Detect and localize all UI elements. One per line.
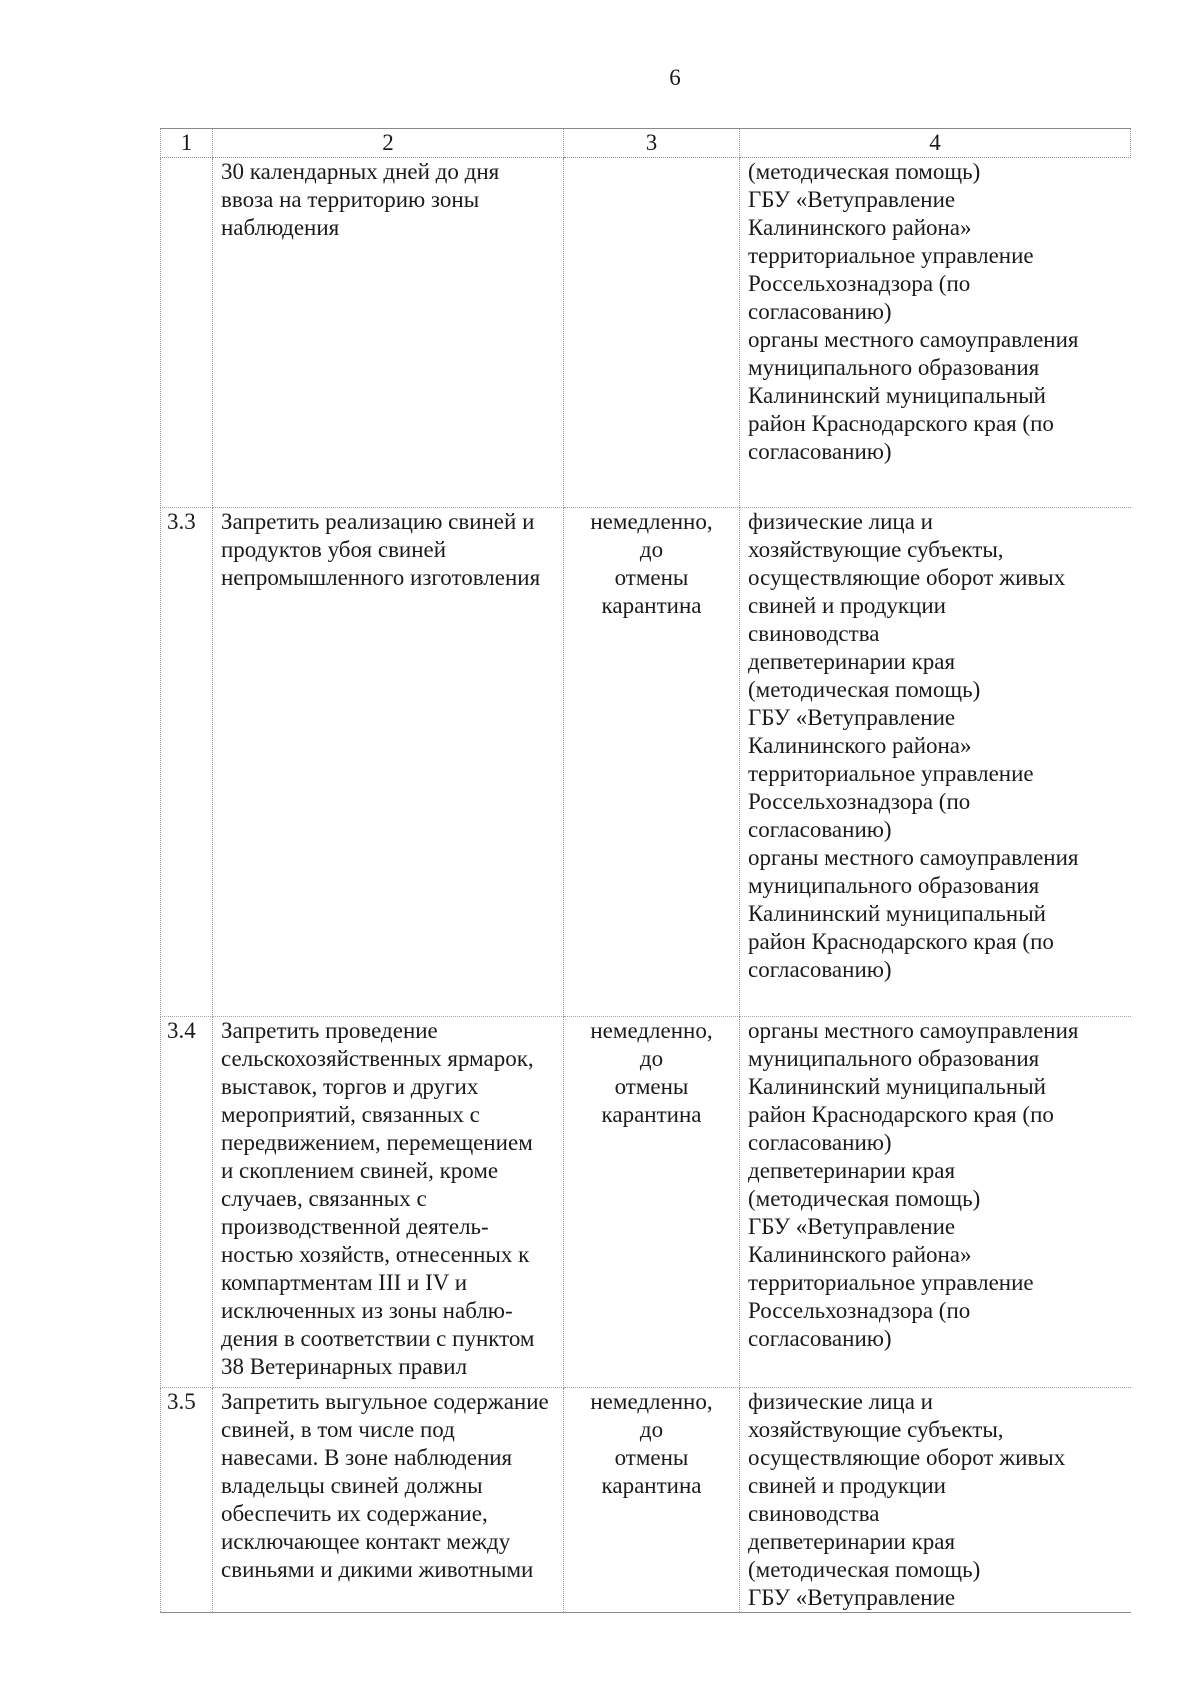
measure-text: Запретить выгульное содержание свиней, в том числе под навесами. В зоне наблюдения владельцы свиней должны обеспечить их содержание, исключающее контакт между свиньями и дикими животными xyxy=(221,1389,549,1582)
term-cell xyxy=(564,508,740,1017)
term-cell xyxy=(564,1388,740,1613)
measure-cell xyxy=(213,158,564,508)
measure-text: Запретить проведение сельскохозяйственных ярмарок, выставок, торгов и других мероприятий, связанных с передвижением, перемещением и скоплением свиней, кроме случаев, связанных с производственной деятель- ностью хозяйств, отнесенных к компартментам III и IV и исключенных из зоны наблю- дения в соответствии с пунктом 38 Ветеринарных правил xyxy=(221,1018,535,1379)
header-row xyxy=(161,129,1131,158)
term-text: немедленно, до отмены карантина xyxy=(590,1018,713,1127)
responsible-cell xyxy=(740,1017,1131,1388)
column-header-4: 4 xyxy=(740,129,1131,158)
term-text: немедленно, до отмены карантина xyxy=(590,1389,713,1498)
table-row xyxy=(161,1017,1131,1388)
column-header-2: 2 xyxy=(213,129,564,158)
responsible-cell xyxy=(740,1388,1131,1613)
term-cell xyxy=(564,1017,740,1388)
responsible-cell xyxy=(740,158,1131,508)
row-number: 3.5 xyxy=(161,1388,213,1613)
table-header xyxy=(161,129,1131,158)
responsible-text: физические лица и хозяйствующие субъекты, осуществляющие оборот живых свиней и продукции свиноводства депветеринарии края (методическая помощь) ГБУ «Ветуправление xyxy=(748,1389,1066,1610)
measure-cell xyxy=(213,1388,564,1613)
responsible-text: (методическая помощь) ГБУ «Ветуправление Калининского района» территориальное управление Россельхознадзора (по согласованию) органы местного самоуправления муниципального образования Калининский муниципальный район Краснодарского края (по согласованию) xyxy=(748,159,1079,464)
term-cell xyxy=(564,158,740,508)
responsible-cell xyxy=(740,508,1131,1017)
term-text: немедленно, до отмены карантина xyxy=(590,509,713,618)
column-header-1: 1 xyxy=(161,129,213,158)
page-number: 6 xyxy=(669,65,681,90)
measures-table xyxy=(160,128,1131,1613)
measure-cell xyxy=(213,1017,564,1388)
row-number: 3.3 xyxy=(161,508,213,1017)
table-row xyxy=(161,508,1131,1017)
responsible-text: физические лица и хозяйствующие субъекты, осуществляющие оборот живых свиней и продукции свиноводства депветеринарии края (методическая помощь) ГБУ «Ветуправление Калининского района» территориальное управление Россельхознадзора (по согласованию) органы местного самоуправления муниципального образования Калининский муниципальный район Краснодарского края (по согласованию) xyxy=(748,509,1079,982)
measure-text: Запретить реализацию свиней и продуктов убоя свиней непромышленного изготовления xyxy=(221,509,541,590)
column-header-3: 3 xyxy=(564,129,740,158)
responsible-text: органы местного самоуправления муниципального образования Калининский муниципальный район Краснодарского края (по согласованию) депветеринарии края (методическая помощь) ГБУ «Ветуправление Калининского района» территориальное управление Россельхознадзора (по согласованию) xyxy=(748,1018,1079,1351)
measure-text: 30 календарных дней до дня ввоза на территорию зоны наблюдения xyxy=(221,159,500,240)
row-number: 3.4 xyxy=(161,1017,213,1388)
table-row xyxy=(161,1388,1131,1613)
table-row xyxy=(161,158,1131,508)
row-number xyxy=(161,158,213,508)
measure-cell xyxy=(213,508,564,1017)
